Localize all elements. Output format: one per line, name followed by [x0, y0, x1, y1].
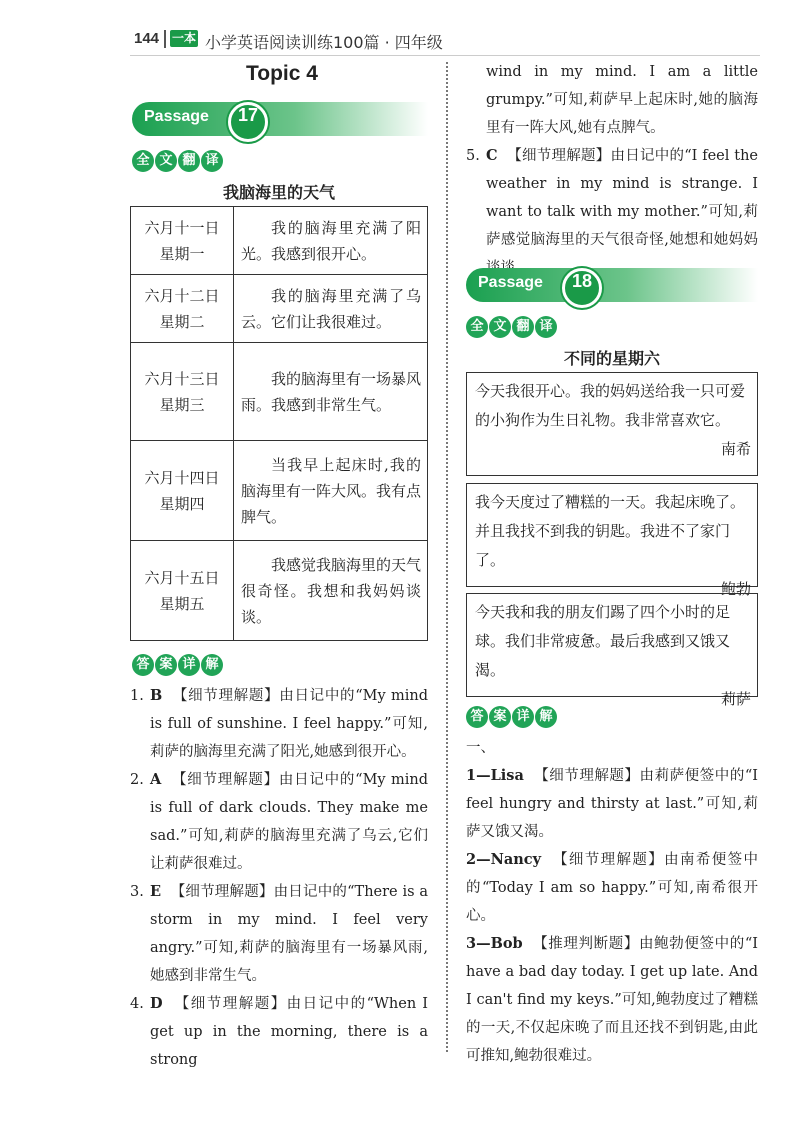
- answer-item: 2—Nancy 【细节理解题】由南希便签中的“Today I am so happy.”可知,南希很开心。: [466, 851, 759, 924]
- topic-heading: Topic 4: [246, 62, 318, 85]
- section-label: 一、: [466, 740, 495, 756]
- answer-item: 2. A 【细节理解题】由日记中的“My mind is full of dark clouds. They make me sad.”可知,莉萨的脑海里充满了乌云,它们让莉萨很难过。: [130, 771, 428, 872]
- note-signature: 鲍勃: [720, 580, 751, 598]
- answer-item: 1. B 【细节理解题】由日记中的“My mind is full of sunshine. I feel happy.”可知,莉萨的脑海里充满了阳光,她感到很开心。: [130, 687, 429, 760]
- table-row: 六月十四日 星期四 当我早上起床时,我的脑海里有一阵大风。我有点脾气。: [131, 441, 428, 541]
- answer-badge: 答 案 详 解: [132, 654, 223, 676]
- book-title: 小学英语阅读训练100篇 · 四年级: [205, 33, 443, 52]
- note-signature: 莉萨: [720, 690, 751, 708]
- answer-badge: 答 案 详 解: [466, 706, 557, 728]
- answer-list-p18: [466, 734, 758, 1070]
- answer-item: 5. C 【细节理解题】由日记中的“I feel the weather in my mind is strange. I want to talk with my mother.”可知,莉萨感觉脑海里的天气很奇怪,她想和她妈妈: [466, 147, 758, 248]
- passage-number: 17: [228, 102, 268, 142]
- translation-badge: 全 文 翻 译: [132, 150, 223, 172]
- translation-badge: 全 文 翻 译: [466, 316, 557, 338]
- answer-item: 1—Lisa 【细节理解题】由莉萨便签中的“I feel hungry and thirsty at last.”可知,莉萨又饿又渴。: [466, 767, 759, 840]
- table-row: 六月十一日 星期一 我的脑海里充满了阳光。我感到很开心。: [131, 207, 428, 275]
- header-rule: [130, 55, 760, 56]
- translation-title: 我脑海里的天气: [222, 183, 335, 202]
- column-divider: [446, 62, 448, 1052]
- note-box: 今天我和我的朋友们踢了四个小时的足球。我们非常疲惫。最后我感到又饿又渴。 莉萨: [466, 593, 758, 697]
- table-row: 六月十三日 星期三 我的脑海里有一场暴风雨。我感到非常生气。: [131, 343, 428, 441]
- header-separator: [164, 30, 166, 48]
- passage-17-banner: [132, 102, 428, 136]
- table-row: 六月十五日 星期五 我感觉我脑海里的天气很奇怪。我想和我妈妈谈谈。: [131, 541, 428, 641]
- note-signature: 南希: [720, 440, 751, 458]
- answer-item: wind in my mind. I am a little grumpy.”可知,莉萨早上起床时,她的脑海里有一阵大风,她有点脾气。: [486, 64, 758, 136]
- table-row: 六月十二日 星期二 我的脑海里充满了乌云。它们让我很难过。: [131, 275, 428, 343]
- answer-item: 3—Bob 【推理判断题】由鲍勃便签中的“I have a bad day today. I get up late. And I can't find my keys.”可知,鲍勃度过了糟糕的一天,不仅起床晚了而且还找不到钥匙,由此可推知,鲍勃很难过。: [466, 935, 759, 1064]
- answer-item: 3. E 【细节理解题】由日记中的“There is a storm in my mind. I feel very angry.”可知,莉萨的脑海里有一场暴风雨,她感到非常生气。: [130, 883, 428, 984]
- passage-18-banner: [466, 268, 758, 302]
- passage-label: Passage: [144, 108, 209, 125]
- page-number: 144: [134, 30, 160, 47]
- answer-list-p17: [130, 682, 428, 1074]
- passage-number: 18: [562, 268, 602, 308]
- note-box: 今天我很开心。我的妈妈送给我一只可爱的小狗作为生日礼物。我非常喜欢它。 南希: [466, 372, 758, 476]
- passage-label: Passage: [478, 274, 543, 291]
- diary-table: [130, 206, 428, 641]
- answer-item: 4. D 【细节理解题】由日记中的“When I get up in the morning, there is a strong: [130, 995, 429, 1068]
- answer-list-p17-cont: [466, 58, 758, 282]
- page-header: [0, 0, 800, 54]
- note-box: 我今天度过了糟糕的一天。我起床晚了。并且我找不到我的钥匙。我进不了家门了。 鲍勃: [466, 483, 758, 587]
- brand-logo: 一本: [171, 31, 196, 45]
- translation-title: 不同的星期六: [563, 349, 660, 368]
